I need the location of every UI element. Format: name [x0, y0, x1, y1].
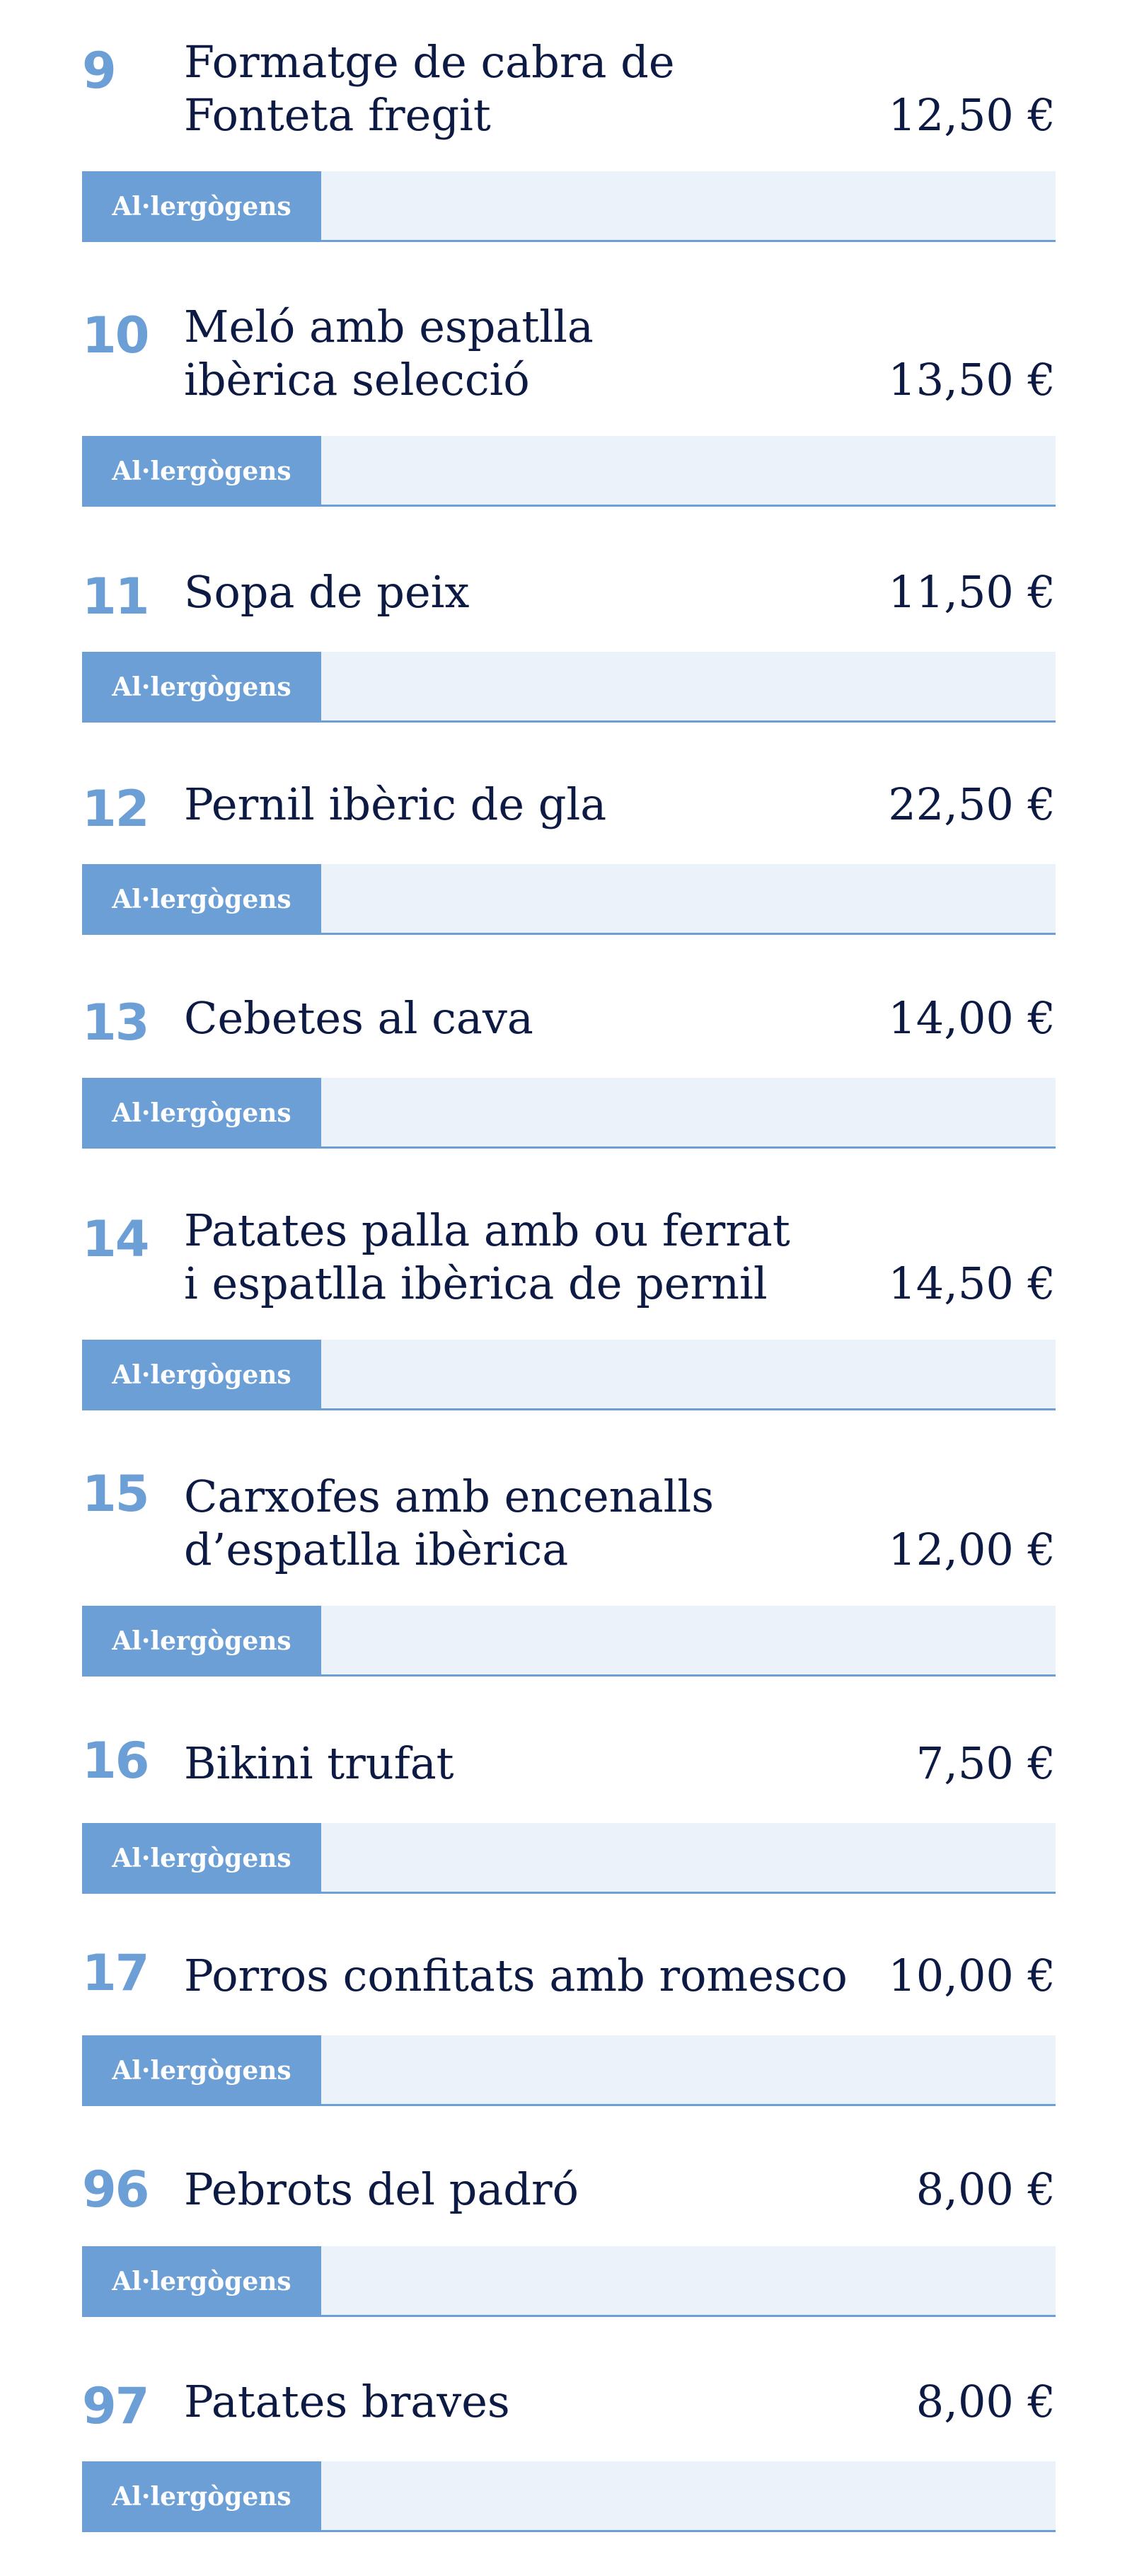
- item-name: [184, 1949, 891, 2002]
- item-name-line: Sopa de peix: [184, 566, 470, 618]
- allergens-button[interactable]: Al·lergògens: [82, 2461, 321, 2532]
- item-price: 12,50 €: [888, 89, 1056, 141]
- allergen-bar: [82, 1606, 1056, 1677]
- item-price: 11,50 €: [888, 566, 1056, 618]
- item-number: 11: [82, 568, 149, 626]
- item-name: [184, 1204, 891, 1310]
- allergen-bar: [82, 436, 1056, 507]
- item-number: 15: [82, 1465, 149, 1523]
- item-name: [184, 1737, 891, 1790]
- item-number: 10: [82, 306, 149, 364]
- item-name: [184, 991, 891, 1045]
- allergens-button[interactable]: Al·lergògens: [82, 1823, 321, 1894]
- item-price: 14,50 €: [888, 1258, 1056, 1309]
- item-name: [184, 2163, 891, 2216]
- item-name: [184, 565, 891, 619]
- allergen-bar: [82, 2035, 1056, 2106]
- item-name-line: i espatlla ibèrica de pernil: [184, 1258, 768, 1309]
- item-name: [184, 778, 891, 831]
- item-name: [184, 2375, 891, 2428]
- item-name-line: Bikini trufat: [184, 1737, 454, 1789]
- item-name: [184, 300, 891, 406]
- allergens-button[interactable]: Al·lergògens: [82, 171, 321, 242]
- item-price: 8,00 €: [916, 2376, 1056, 2427]
- item-price: 7,50 €: [916, 1737, 1056, 1789]
- item-name-line: Carxofes amb encenalls: [184, 1471, 715, 1522]
- allergens-button[interactable]: Al·lergògens: [82, 2246, 321, 2317]
- allergen-bar: [82, 1823, 1056, 1894]
- item-price: 13,50 €: [888, 354, 1056, 406]
- item-number: 12: [82, 780, 149, 838]
- allergen-bar: [82, 171, 1056, 242]
- item-price: 12,00 €: [888, 1524, 1056, 1575]
- item-number: 17: [82, 1944, 149, 2002]
- item-name-line: Patates palla amb ou ferrat: [184, 1204, 790, 1256]
- allergen-bar: [82, 1078, 1056, 1149]
- allergens-button[interactable]: Al·lergògens: [82, 436, 321, 507]
- allergen-bar: [82, 1340, 1056, 1410]
- allergen-bar: [82, 2461, 1056, 2532]
- item-price: 22,50 €: [888, 778, 1056, 830]
- item-name-line: d’espatlla ibèrica: [184, 1524, 569, 1575]
- item-price: 10,00 €: [888, 1950, 1056, 2001]
- item-name-line: Pernil ibèric de gla: [184, 778, 607, 830]
- allergens-button[interactable]: Al·lergògens: [82, 1340, 321, 1410]
- item-number: 13: [82, 994, 149, 1052]
- item-name-line: ibèrica selecció: [184, 354, 530, 406]
- item-number: 96: [82, 2161, 149, 2219]
- item-name-line: Pebrots del padró: [184, 2163, 579, 2215]
- item-number: 9: [82, 42, 115, 100]
- item-number: 16: [82, 1732, 149, 1790]
- allergens-button[interactable]: Al·lergògens: [82, 1078, 321, 1149]
- allergen-bar: [82, 864, 1056, 935]
- item-name-line: Patates braves: [184, 2376, 510, 2427]
- item-name-line: Formatge de cabra de: [184, 36, 675, 88]
- item-name-line: Porros confitats amb romesco: [184, 1950, 848, 2001]
- item-name: [184, 35, 891, 142]
- item-name-line: Meló amb espatlla: [184, 301, 594, 352]
- allergen-bar: [82, 2246, 1056, 2317]
- allergens-button[interactable]: Al·lergògens: [82, 1606, 321, 1677]
- allergen-bar: [82, 652, 1056, 723]
- item-name: [184, 1470, 891, 1576]
- allergens-button[interactable]: Al·lergògens: [82, 864, 321, 935]
- item-number: 97: [82, 2377, 149, 2435]
- item-name-line: Cebetes al cava: [184, 992, 533, 1044]
- allergens-button[interactable]: Al·lergògens: [82, 2035, 321, 2106]
- item-price: 8,00 €: [916, 2163, 1056, 2215]
- item-price: 14,00 €: [888, 992, 1056, 1044]
- item-name-line: Fonteta fregit: [184, 89, 491, 141]
- item-number: 14: [82, 1210, 149, 1268]
- allergens-button[interactable]: Al·lergògens: [82, 652, 321, 723]
